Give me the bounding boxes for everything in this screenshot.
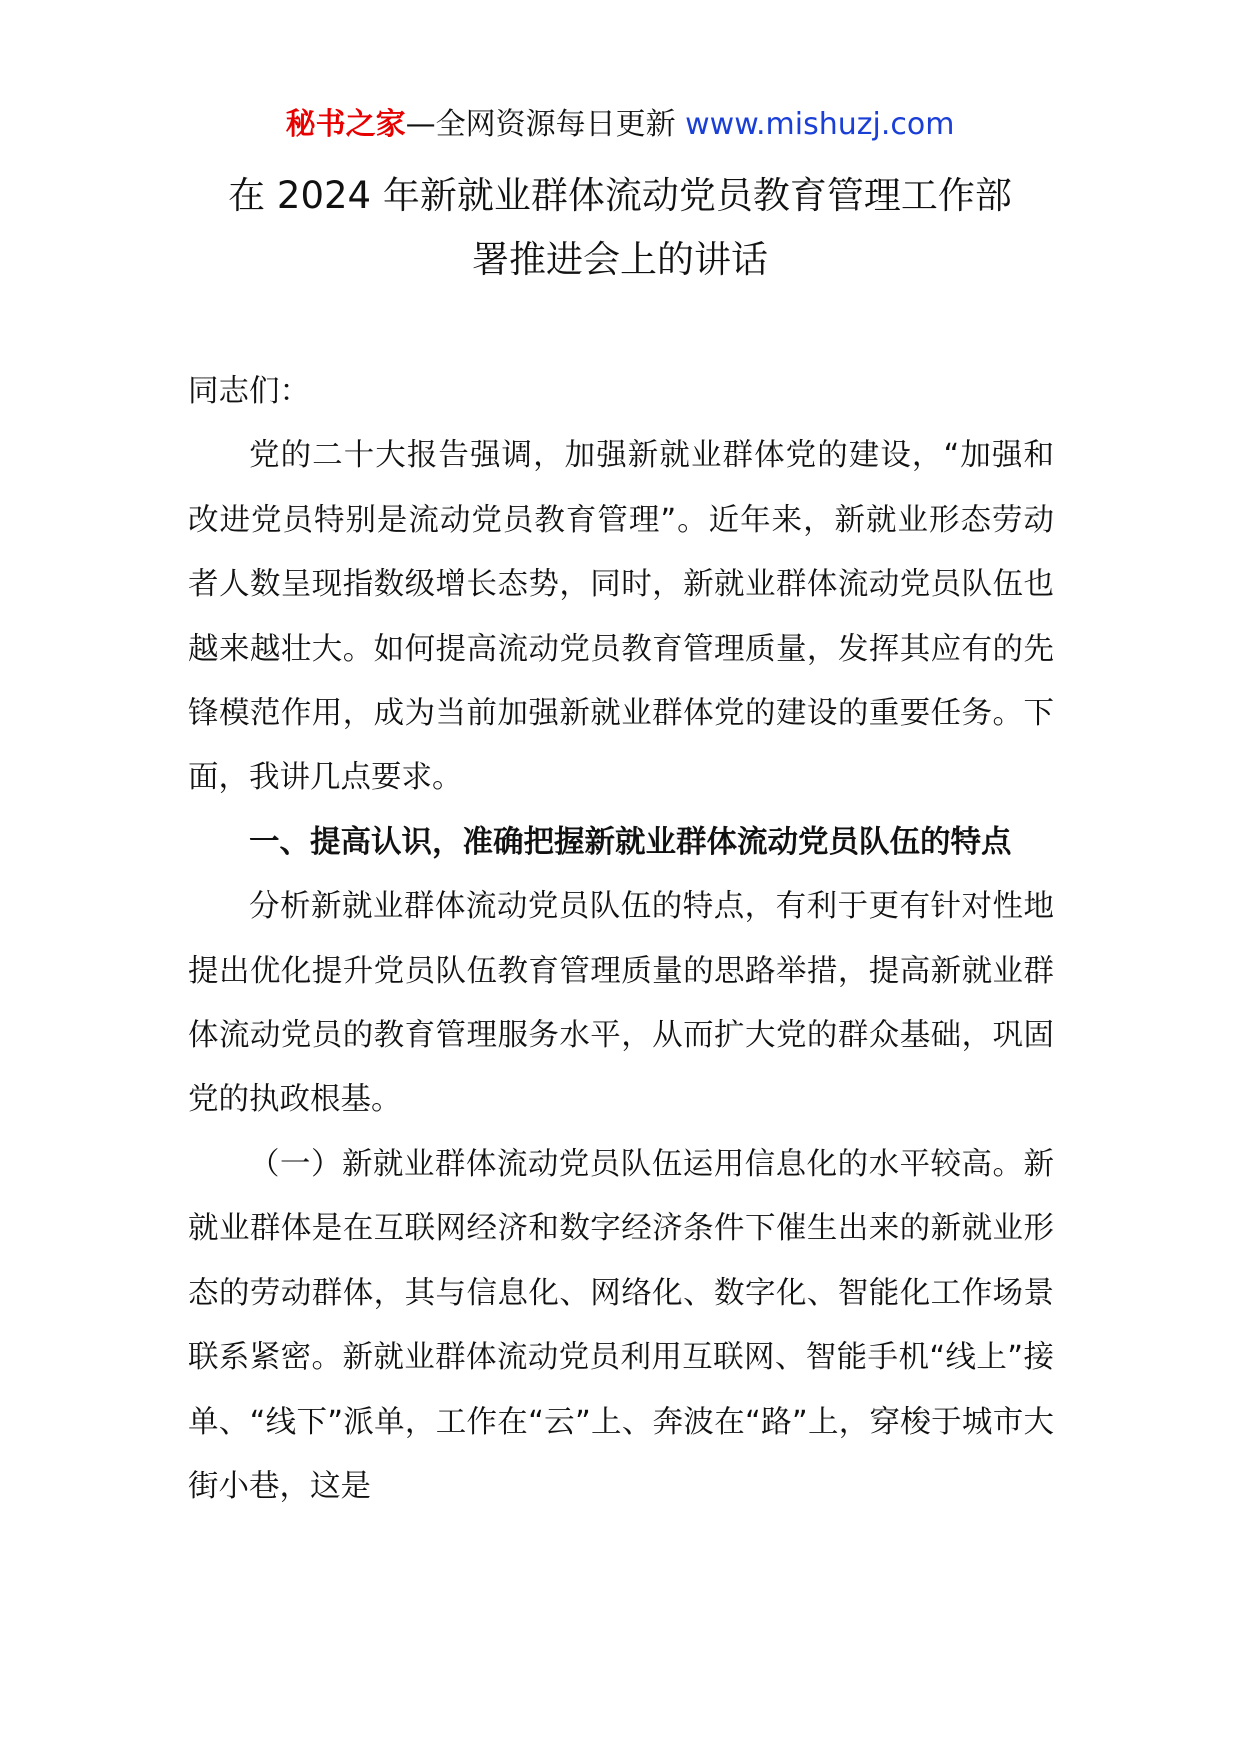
title-line-2: 署推进会上的讲话: [472, 238, 768, 281]
document-body: [188, 360, 1054, 1519]
brand-name: 秘书之家: [285, 107, 406, 142]
section-heading-1: 一、提高认识，准确把握新就业群体流动党员队伍的特点: [249, 824, 1012, 860]
site-url-link[interactable]: www.mishuzj.com: [685, 107, 955, 142]
document-title: [180, 164, 1060, 292]
paragraph-intro: 党的二十大报告强调，加强新就业群体党的建设，“加强和改进党员特别是流动党员教育管理”。近年来，新就业形态劳动者人数呈现指数级增长态势，同时，新就业群体流动党员队伍也越来越壮大。如何提高流动党员教育管理质量，发挥其应有的先锋模范作用，成为当前加强新就业群体党的建设的重要任务。下面，我讲几点要求。: [188, 438, 1054, 796]
title-line-1: 在 2024 年新就业群体流动党员教育管理工作部: [228, 174, 1012, 217]
paragraph-section-1: 分析新就业群体流动党员队伍的特点，有利于更有针对性地提出优化提升党员队伍教育管理质量的思路举措，提高新就业群体流动党员的教育管理服务水平，从而扩大党的群众基础，巩固党的执政根基。: [188, 889, 1054, 1118]
site-header: [0, 103, 1240, 147]
paragraph-subsection-1: （一）新就业群体流动党员队伍运用信息化的水平较高。新就业群体是在互联网经济和数字经济条件下催生出来的新就业形态的劳动群体，其与信息化、网络化、数字化、智能化工作场景联系紧密。新就业群体流动党员利用互联网、智能手机“线上”接单、“线下”派单，工作在“云”上、奔波在“路”上，穿梭于城市大街小巷，这是: [188, 1146, 1054, 1504]
header-slogan: —全网资源每日更新: [405, 107, 676, 142]
salutation: 同志们：: [188, 374, 310, 409]
